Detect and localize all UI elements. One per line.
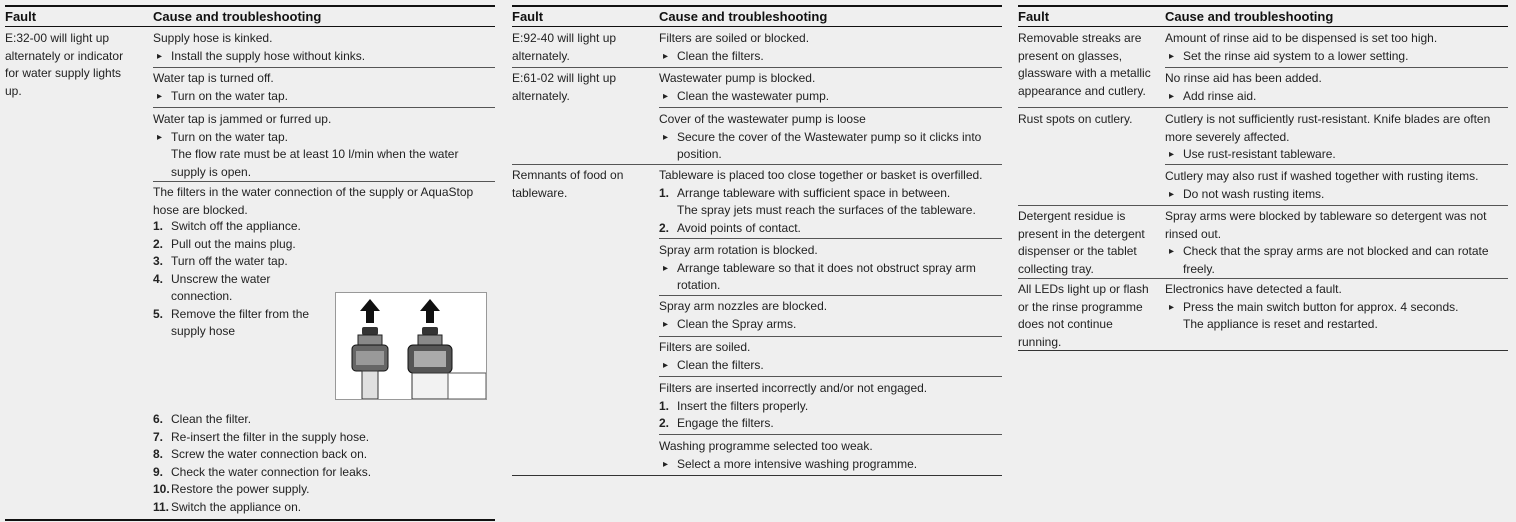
action-step: ▸ Select a more intensive washing programme. [659,456,999,474]
numbered-step: 5. Remove the filter from the supply hose [153,306,310,338]
action-step: ▸ Clean the Spray arms. [659,316,999,334]
col2-row7 [659,339,999,374]
col1-row2 [153,70,493,105]
numbered-step: 6. Clean the filter. [153,412,252,426]
col1-bottom-rule [5,519,495,521]
col3-bottom-rule [1018,350,1508,351]
row-divider [1018,205,1508,206]
col3-row5 [1165,208,1505,278]
row-divider [659,434,1002,435]
numbered-step: 11. Switch the appliance on. [153,499,302,514]
action-note: The spray jets must reach the surfaces of the tableware. [677,203,976,217]
col1-fault-text: E:32-00 will light up alternately or indicator for water supply lights up. [5,31,124,98]
action-step: ▸ Add rinse aid. [1165,88,1505,106]
col3-row3 [1165,111,1505,164]
cause-text: Electronics have detected a fault. [1165,282,1342,296]
cause-text: The filters in the water connection of the supply or AquaStop hose are blocked. [153,185,474,217]
row-divider [153,107,495,108]
action-step: ▸ Secure the cover of the Wastewater pump so it clicks into position. [659,129,999,164]
numbered-step: 1. Arrange tableware with sufficient space in between. [659,185,951,200]
col2-header-rule [512,26,1002,27]
cause-text: Filters are soiled. [659,340,751,354]
col2-row8 [659,380,999,433]
cause-text: Filters are inserted incorrectly and/or not engaged. [659,381,928,395]
numbered-step: 10. Restore the power supply. [153,482,310,496]
numbered-step: 9. Check the water connection for leaks. [153,464,372,479]
col2-row1 [659,30,999,65]
col3-cause-header: Cause and troubleshooting [1165,9,1334,24]
cause-text: Spray arms were blocked by tableware so detergent was not rinsed out. [1165,209,1487,241]
col1-top-rule [5,5,495,7]
col3-row6 [1165,281,1505,334]
col3-fault-3: Detergent residue is present in the detergent dispenser or the tablet collecting tray. [1018,209,1145,276]
cause-text: No rinse aid has been added. [1165,71,1322,85]
col1-row4-steps2 [153,411,493,516]
row-divider [659,107,1002,108]
col3-fault-4: All LEDs light up or flash or the rinse programme does not continue running. [1018,282,1149,349]
row-divider [1018,278,1508,279]
action-note: The appliance is reset and restarted. [1183,317,1378,331]
numbered-step: 3. Turn off the water tap. [153,254,288,268]
col1-fault-header: Fault [5,9,37,24]
row-divider [153,181,495,182]
numbered-step: 2. Engage the filters. [659,416,774,430]
filter-illustration-svg [336,293,486,399]
col2-row3 [659,111,999,164]
numbered-step: 7. Re-insert the filter in the supply hose. [153,429,370,444]
col3-row1 [1165,30,1505,65]
col1-row3 [153,111,493,181]
action-step: ▸ Turn on the water tap. [153,129,493,147]
row-divider [512,164,1002,165]
action-step: ▸ Install the supply hose without kinks. [153,48,493,66]
col2-fault-1: E:92-40 will light up alternately. [512,31,617,63]
action-step: ▸ Clean the wastewater pump. [659,88,999,106]
cause-text: Spray arm nozzles are blocked. [659,299,828,313]
cause-text: Cutlery is not sufficiently rust-resistant. Knife blades are often more severely affected. [1165,112,1491,144]
col1-cause-header: Cause and troubleshooting [153,9,322,24]
cause-text: Wastewater pump is blocked. [659,71,816,85]
row-divider [1165,164,1508,165]
cause-text: Cutlery may also rust if washed together with rusting items. [1165,169,1479,183]
action-step: ▸ Arrange tableware so that it does not obstruct spray arm rotation. [659,260,999,295]
col3-fault-header: Fault [1018,9,1050,24]
action-step: ▸ Clean the filters. [659,357,999,375]
col1-row1 [153,30,493,65]
col2-fault-header: Fault [512,9,544,24]
action-step: ▸ Use rust-resistant tableware. [1165,146,1505,164]
cause-text: Washing programme selected too weak. [659,439,873,453]
action-step: ▸ Set the rinse aid system to a lower setting. [1165,48,1505,66]
col2-cause-header: Cause and troubleshooting [659,9,828,24]
col2-fault-3: Remnants of food on tableware. [512,168,624,200]
numbered-step: 2. Pull out the mains plug. [153,236,296,251]
col2-row6 [659,298,999,333]
cause-text: Cover of the wastewater pump is loose [659,112,866,126]
row-divider [659,376,1002,377]
action-step: ▸ Do not wash rusting items. [1165,186,1505,204]
col2-row5 [659,242,999,295]
col1-header-rule [5,26,495,27]
row-divider [512,67,1002,68]
numbered-step: 8. Screw the water connection back on. [153,447,368,461]
row-divider [1165,67,1508,68]
action-note: The flow rate must be at least 10 l/min when the water supply is open. [171,147,459,179]
cause-text: Water tap is turned off. [153,71,274,85]
col3-row2 [1165,70,1505,105]
row-divider [659,295,1002,296]
action-step: ▸ Check that the spray arms are not blocked and can rotate freely. [1165,243,1505,278]
numbered-step: 2. Avoid points of contact. [659,220,801,235]
col1-row4 [153,184,493,219]
col2-row4 [659,167,999,237]
numbered-step: 1. Insert the filters properly. [659,398,809,413]
col3-row4 [1165,168,1505,203]
cause-text: Supply hose is kinked. [153,31,273,45]
cause-text: Water tap is jammed or furred up. [153,112,332,126]
col3-header-rule [1018,26,1508,27]
col2-row9 [659,438,999,473]
action-step: ▸ Clean the filters. [659,48,999,66]
col2-bottom-rule [512,475,1002,476]
col3-fault-1: Removable streaks are present on glasses, glassware with a metallic appearance and cutlery. [1018,31,1151,98]
numbered-step: 4. Unscrew the water connection. [153,271,271,303]
numbered-step: 1. Switch off the appliance. [153,219,301,233]
action-step: ▸ Press the main switch button for approx. 4 seconds. [1165,299,1505,317]
cause-text: Filters are soiled or blocked. [659,31,810,45]
col3-fault-2: Rust spots on cutlery. [1018,112,1133,126]
col2-top-rule [512,5,1002,7]
cause-text: Tableware is placed too close together or basket is overfilled. [659,168,983,182]
action-step: ▸ Turn on the water tap. [153,88,493,106]
col1-row4-steps [153,218,333,341]
cause-text: Amount of rinse aid to be dispensed is set too high. [1165,31,1438,45]
row-divider [153,67,495,68]
col3-top-rule [1018,5,1508,7]
row-divider [659,238,1002,239]
row-divider [1018,107,1508,108]
col2-row2 [659,70,999,105]
filter-removal-illustration [335,292,487,400]
cause-text: Spray arm rotation is blocked. [659,243,818,257]
col2-fault-2: E:61-02 will light up alternately. [512,71,617,103]
row-divider [659,336,1002,337]
